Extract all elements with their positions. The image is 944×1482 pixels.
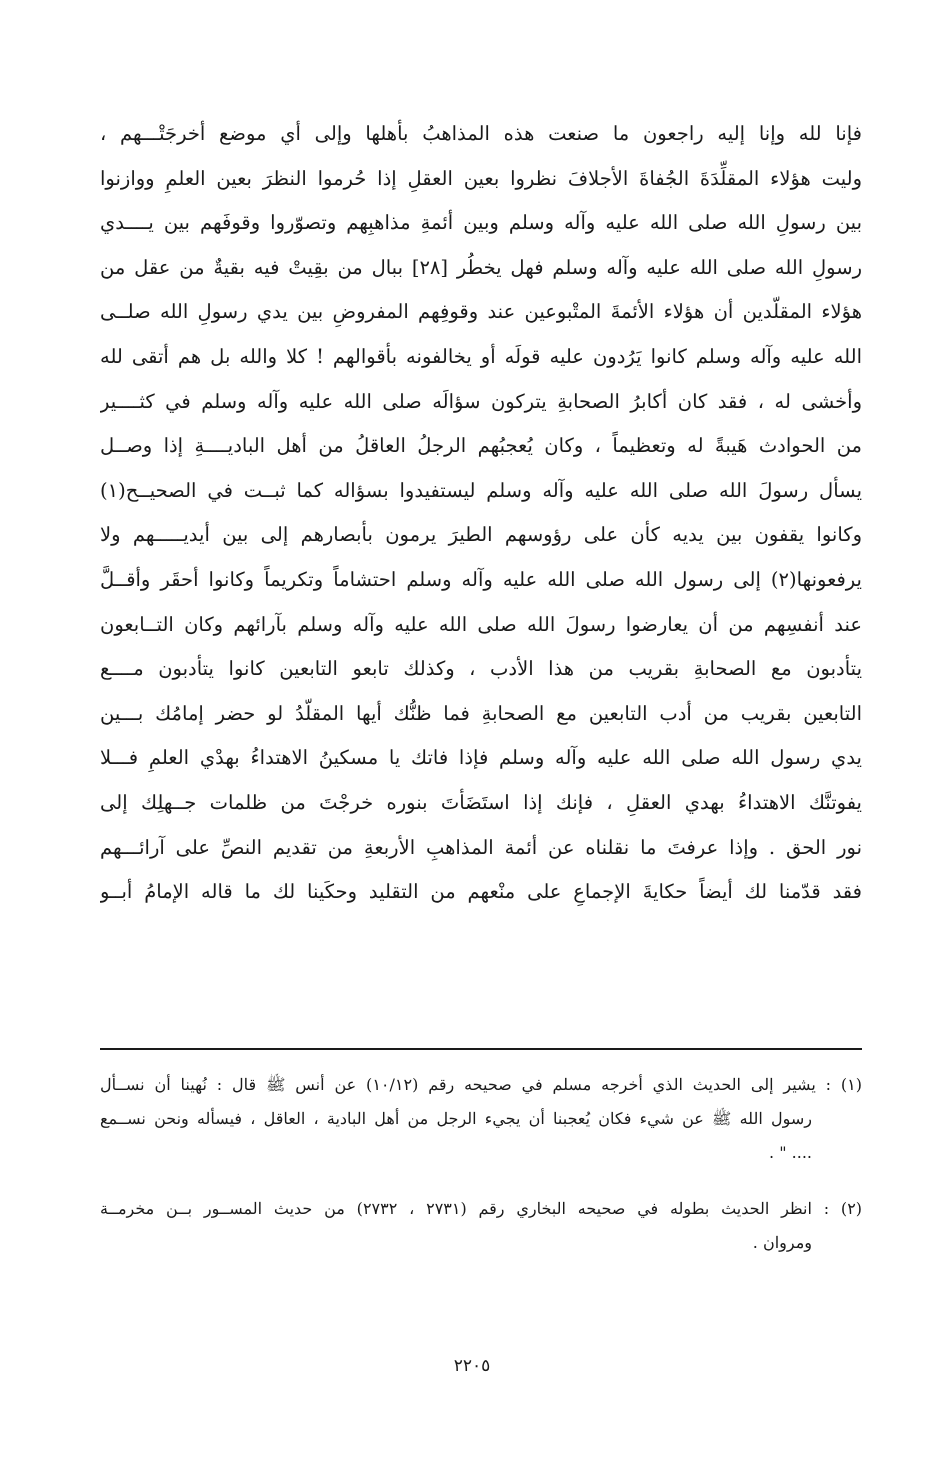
footnote-separator <box>100 1048 862 1050</box>
footnotes <box>100 1068 862 1260</box>
text-line: من الحوادث هَيبةً له وتعظيماً ، وكان يُعجبُهم الرجلُ العاقلُ من أهل الباديــــةِ إذا وصــل <box>100 434 862 458</box>
footnote-line: (١) : يشير إلى الحديث الذي أخرجه مسلم في صحيحه رقم (١٠/١٢) عن أنس ﷺ قال : نُهينا أن نســأل <box>100 1075 862 1094</box>
text-line: يتأدبون مع الصحابةِ بقريب من هذا الأدب ، وكذلك تابعو التابعين كانوا يتأدبون مــــع <box>100 657 862 681</box>
text-line: فإنا لله وإنا إليه راجعون ما صنعت هذه المذاهبُ بأهلها وإلى أي موضع أخرجَتْـــهم ، <box>100 122 862 145</box>
text-line: فقد قدّمنا لك أيضاً حكايةَ الإجماعِ على منْعهم من التقليد وحكَينا لك ما قاله الإمامُ أبــو <box>100 880 862 904</box>
footnote-1 <box>100 1068 862 1170</box>
text-line: يدي رسول الله صلى الله عليه وآله وسلم فإذا فاتك يا مسكينُ الاهتداءُ بهدْي العلمِ فـــلا <box>100 746 862 770</box>
footnote-line: .... " . <box>769 1143 812 1162</box>
footnote-gap <box>100 1170 862 1192</box>
text-line: يرفعونها(٢) إلى رسول الله صلى الله عليه وآله وسلم احتشاماً وتكريماً وكانوا أحقَر وأقــلَّ <box>100 567 862 591</box>
footnote-line: رسول الله ﷺ عن شيء فكان يُعجبنا أن يجيء الرجل من أهل البادية ، العاقل ، فيسأله ونحن نســمع <box>100 1109 812 1128</box>
text-line: عند أنفسِهم من أن يعارضوا رسولَ الله صلى الله عليه وآله وسلم بآرائهم وكان التــابعون <box>100 612 862 636</box>
main-text <box>100 112 862 915</box>
text-line: وأخشى له ، فقد كان أكابرُ الصحابةِ يتركون سؤالَه صلى الله عليه وآله وسلم في كثــــير <box>100 389 862 413</box>
footnote-line: ومروان . <box>752 1233 812 1252</box>
text-line: نور الحق . وإذا عرفتَ ما نقلناه عن أئمة المذاهبِ الأربعةِ من تقديم النصِّ على آرائـــهم <box>100 835 862 859</box>
text-line: وكانوا يقفون بين يديه كأن على رؤوسهم الطيرَ يرمون بأبصارهم إلى بين أيديـــــهم ولا <box>100 523 862 547</box>
footnote-2 <box>100 1192 862 1260</box>
text-line: هؤلاء المقلّدين أن هؤلاء الأئمةَ المتْبوعين عند وقوفِهم المفروضِ بين يدي رسولِ الله صلــى <box>100 300 862 324</box>
page-number: ٢٢٠٥ <box>453 1356 491 1376</box>
text-line: بين رسولِ الله صلى الله عليه وآله وسلم وبين أئمةِ مذاهبِهم وتصوّروا وقوفَهم بين يــــدي <box>100 211 862 235</box>
text-line: التابعين بقريب من أدب التابعين مع الصحابةِ فما ظنُّك أيها المقلّدُ لو حضر إمامُك بـــين <box>100 701 862 725</box>
text-line: يفوتنَّك الاهتداءُ بهدي العقلِ ، فإنك إذا استَضَأتَ بنوره خرجْتَ من ظلمات جــهلِك إلى <box>100 790 862 814</box>
footnote-line: (٢) : انظر الحديث بطوله في صحيحه البخاري رقم (٢٧٣١ ، ٢٧٣٢) من حديث المســور بــن مخرمــة <box>100 1199 862 1218</box>
text-line: يسأل رسولَ الله صلى الله عليه وآله وسلم ليستفيدوا بسؤاله كما ثبــت في الصحيــح(١) <box>100 478 862 502</box>
text-line: رسولِ الله صلى الله عليه وآله وسلم فهل يخطُر [٢٨] ببال من بقِيتْ فيه بقيةٌ من عقل من <box>100 255 862 279</box>
text-line: وليت هؤلاء المقلِّدَةَ الجُفاةَ الأجلافَ نظروا بعين العقلِ إذا حُرموا النظرَ بعين العلمِ ووازنوا <box>100 166 862 190</box>
text-line: الله عليه وآله وسلم كانوا يَرُدون عليه قولَه أو يخالفونه بأقوالهم ! كلا والله بل هم أتقى لله <box>100 344 862 368</box>
